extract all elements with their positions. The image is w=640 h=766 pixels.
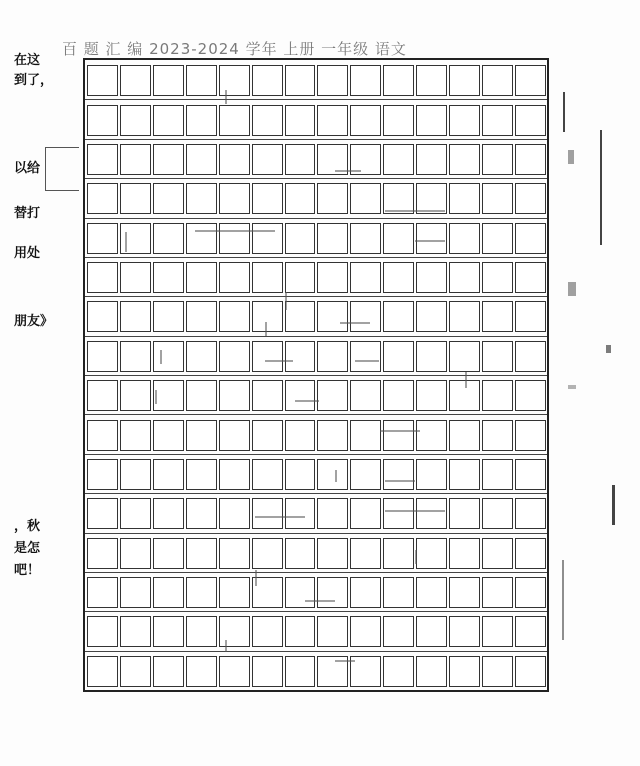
grid-cell[interactable] xyxy=(120,65,151,96)
scan-mark xyxy=(606,345,611,353)
grid-cell[interactable] xyxy=(252,538,283,569)
grid-cell[interactable] xyxy=(186,616,217,647)
scan-artifact xyxy=(465,372,467,388)
margin-bracket xyxy=(45,147,79,191)
grid-cell[interactable] xyxy=(350,616,381,647)
grid-cell[interactable] xyxy=(515,538,546,569)
grid-row xyxy=(85,65,547,96)
scan-artifact xyxy=(340,322,370,324)
grid-cell[interactable] xyxy=(153,262,184,293)
margin-text-6: 朋友》 xyxy=(14,314,54,329)
grid-cell[interactable] xyxy=(285,262,316,293)
margin-text-9: 吧！ xyxy=(14,563,41,578)
grid-cell[interactable] xyxy=(317,498,348,529)
grid-cell[interactable] xyxy=(515,105,546,136)
grid-cell[interactable] xyxy=(317,223,348,254)
scan-artifact xyxy=(160,350,162,364)
row-divider xyxy=(85,257,547,258)
grid-cell[interactable] xyxy=(186,223,217,254)
grid-cell[interactable] xyxy=(515,577,546,608)
grid-cell[interactable] xyxy=(482,262,513,293)
grid-cell[interactable] xyxy=(482,183,513,214)
margin-text-1: 在这 xyxy=(14,53,41,68)
grid-cell[interactable] xyxy=(186,105,217,136)
grid-cell[interactable] xyxy=(252,301,283,332)
grid-cell[interactable] xyxy=(252,380,283,411)
grid-cell[interactable] xyxy=(383,223,414,254)
grid-row xyxy=(85,420,547,451)
scan-artifact xyxy=(335,660,355,662)
grid-row xyxy=(85,341,547,372)
scan-artifact xyxy=(265,360,293,362)
grid-cell[interactable] xyxy=(186,459,217,490)
grid-cell[interactable] xyxy=(515,616,546,647)
grid-cell[interactable] xyxy=(416,65,447,96)
grid-cell[interactable] xyxy=(120,341,151,372)
grid-cell[interactable] xyxy=(186,538,217,569)
grid-cell[interactable] xyxy=(449,262,480,293)
grid-cell[interactable] xyxy=(317,341,348,372)
grid-row xyxy=(85,262,547,293)
grid-row xyxy=(85,656,547,687)
grid-cell[interactable] xyxy=(186,65,217,96)
grid-cell[interactable] xyxy=(153,144,184,175)
grid-cell[interactable] xyxy=(449,498,480,529)
grid-cell[interactable] xyxy=(515,420,546,451)
grid-cell[interactable] xyxy=(219,301,250,332)
grid-cell[interactable] xyxy=(416,459,447,490)
grid-cell[interactable] xyxy=(285,459,316,490)
row-divider xyxy=(85,139,547,140)
grid-cell[interactable] xyxy=(153,341,184,372)
grid-cell[interactable] xyxy=(383,498,414,529)
grid-cell[interactable] xyxy=(383,380,414,411)
grid-cell[interactable] xyxy=(219,144,250,175)
grid-cell[interactable] xyxy=(252,223,283,254)
grid-cell[interactable] xyxy=(219,616,250,647)
grid-cell[interactable] xyxy=(449,538,480,569)
scan-mark xyxy=(568,282,576,296)
grid-cell[interactable] xyxy=(219,105,250,136)
grid-cell[interactable] xyxy=(350,459,381,490)
scan-artifact xyxy=(385,480,415,482)
grid-cell[interactable] xyxy=(153,183,184,214)
grid-cell[interactable] xyxy=(449,616,480,647)
grid-cell[interactable] xyxy=(252,616,283,647)
row-divider xyxy=(85,218,547,219)
grid-cell[interactable] xyxy=(482,459,513,490)
grid-cell[interactable] xyxy=(252,262,283,293)
grid-cell[interactable] xyxy=(153,656,184,687)
scan-artifact xyxy=(415,240,445,242)
grid-cell[interactable] xyxy=(252,459,283,490)
scan-artifact xyxy=(285,292,287,310)
grid-cell[interactable] xyxy=(482,656,513,687)
grid-cell[interactable] xyxy=(416,498,447,529)
grid-cell[interactable] xyxy=(482,223,513,254)
grid-cell[interactable] xyxy=(87,262,118,293)
grid-cell[interactable] xyxy=(87,577,118,608)
grid-cell[interactable] xyxy=(186,420,217,451)
grid-cell[interactable] xyxy=(449,420,480,451)
grid-cell[interactable] xyxy=(515,498,546,529)
scan-mark xyxy=(612,485,615,525)
grid-row xyxy=(85,498,547,529)
grid-cell[interactable] xyxy=(186,341,217,372)
grid-cell[interactable] xyxy=(515,183,546,214)
margin-text-4: 替打 xyxy=(14,206,41,221)
row-divider xyxy=(85,454,547,455)
page-header: 百 题 汇 编 2023-2024 学年 上册 一年级 语文 xyxy=(62,40,407,58)
grid-cell[interactable] xyxy=(219,459,250,490)
grid-cell[interactable] xyxy=(350,538,381,569)
grid-cell[interactable] xyxy=(317,459,348,490)
grid-cell[interactable] xyxy=(87,616,118,647)
grid-cell[interactable] xyxy=(87,538,118,569)
grid-cell[interactable] xyxy=(87,380,118,411)
scan-artifact xyxy=(385,510,445,512)
grid-cell[interactable] xyxy=(515,380,546,411)
grid-cell[interactable] xyxy=(416,656,447,687)
grid-cell[interactable] xyxy=(87,105,118,136)
grid-cell[interactable] xyxy=(120,301,151,332)
grid-cell[interactable] xyxy=(416,577,447,608)
grid-cell[interactable] xyxy=(350,577,381,608)
grid-cell[interactable] xyxy=(317,301,348,332)
grid-cell[interactable] xyxy=(515,341,546,372)
row-divider xyxy=(85,296,547,297)
grid-cell[interactable] xyxy=(416,144,447,175)
grid-row xyxy=(85,577,547,608)
grid-cell[interactable] xyxy=(449,577,480,608)
grid-cell[interactable] xyxy=(317,262,348,293)
grid-cell[interactable] xyxy=(449,459,480,490)
scan-artifact xyxy=(295,400,319,402)
grid-cell[interactable] xyxy=(285,498,316,529)
grid-cell[interactable] xyxy=(186,301,217,332)
grid-cell[interactable] xyxy=(285,301,316,332)
grid-cell[interactable] xyxy=(350,183,381,214)
grid-cell[interactable] xyxy=(515,656,546,687)
grid-cell[interactable] xyxy=(252,144,283,175)
grid-cell[interactable] xyxy=(383,420,414,451)
margin-text-8: 是怎 xyxy=(14,541,41,556)
grid-cell[interactable] xyxy=(186,144,217,175)
grid-cell[interactable] xyxy=(153,105,184,136)
grid-cell[interactable] xyxy=(285,223,316,254)
grid-cell[interactable] xyxy=(383,616,414,647)
grid-cell[interactable] xyxy=(482,577,513,608)
grid-cell[interactable] xyxy=(317,380,348,411)
grid-cell[interactable] xyxy=(153,223,184,254)
grid-cell[interactable] xyxy=(120,538,151,569)
grid-cell[interactable] xyxy=(186,656,217,687)
grid-cell[interactable] xyxy=(317,420,348,451)
grid-cell[interactable] xyxy=(252,341,283,372)
grid-cell[interactable] xyxy=(219,183,250,214)
grid-cell[interactable] xyxy=(87,459,118,490)
grid-cell[interactable] xyxy=(350,301,381,332)
grid-cell[interactable] xyxy=(87,183,118,214)
grid-cell[interactable] xyxy=(317,183,348,214)
grid-cell[interactable] xyxy=(449,223,480,254)
grid-cell[interactable] xyxy=(515,262,546,293)
grid-cell[interactable] xyxy=(120,656,151,687)
grid-row xyxy=(85,538,547,569)
margin-text-3: 以给 xyxy=(14,161,41,176)
grid-cell[interactable] xyxy=(515,459,546,490)
grid-cell[interactable] xyxy=(87,656,118,687)
grid-cell[interactable] xyxy=(350,420,381,451)
writing-grid xyxy=(83,58,549,692)
grid-cell[interactable] xyxy=(285,538,316,569)
grid-cell[interactable] xyxy=(383,144,414,175)
grid-cell[interactable] xyxy=(449,656,480,687)
grid-cell[interactable] xyxy=(285,616,316,647)
grid-cell[interactable] xyxy=(383,105,414,136)
grid-cell[interactable] xyxy=(350,656,381,687)
grid-cell[interactable] xyxy=(153,577,184,608)
row-divider xyxy=(85,99,547,100)
row-divider xyxy=(85,178,547,179)
grid-cell[interactable] xyxy=(383,65,414,96)
row-divider xyxy=(85,572,547,573)
grid-cell[interactable] xyxy=(482,420,513,451)
grid-cell[interactable] xyxy=(482,498,513,529)
grid-cell[interactable] xyxy=(87,223,118,254)
grid-cell[interactable] xyxy=(317,616,348,647)
scan-artifact xyxy=(225,90,227,104)
grid-row xyxy=(85,144,547,175)
row-divider xyxy=(85,375,547,376)
margin-text-2: 到了， xyxy=(14,73,54,88)
scan-artifact xyxy=(255,570,257,586)
grid-cell[interactable] xyxy=(416,341,447,372)
scan-artifact xyxy=(305,600,335,602)
grid-cell[interactable] xyxy=(317,538,348,569)
grid-cell[interactable] xyxy=(449,341,480,372)
grid-cell[interactable] xyxy=(219,538,250,569)
grid-cell[interactable] xyxy=(153,301,184,332)
grid-cell[interactable] xyxy=(350,65,381,96)
row-divider xyxy=(85,414,547,415)
grid-cell[interactable] xyxy=(416,616,447,647)
row-divider xyxy=(85,651,547,652)
grid-cell[interactable] xyxy=(317,65,348,96)
grid-cell[interactable] xyxy=(87,301,118,332)
grid-cell[interactable] xyxy=(252,420,283,451)
grid-cell[interactable] xyxy=(186,577,217,608)
grid-cell[interactable] xyxy=(153,616,184,647)
grid-cell[interactable] xyxy=(515,223,546,254)
grid-cell[interactable] xyxy=(416,262,447,293)
margin-text-7: ，秋 xyxy=(14,519,41,534)
grid-row xyxy=(85,223,547,254)
grid-cell[interactable] xyxy=(317,105,348,136)
grid-cell[interactable] xyxy=(120,144,151,175)
grid-cell[interactable] xyxy=(416,223,447,254)
grid-cell[interactable] xyxy=(449,65,480,96)
scan-artifact xyxy=(265,322,267,336)
grid-cell[interactable] xyxy=(482,341,513,372)
grid-cell[interactable] xyxy=(449,144,480,175)
grid-cell[interactable] xyxy=(186,498,217,529)
grid-cell[interactable] xyxy=(186,380,217,411)
grid-cell[interactable] xyxy=(252,498,283,529)
grid-row xyxy=(85,459,547,490)
scan-artifact xyxy=(380,430,420,432)
grid-cell[interactable] xyxy=(383,459,414,490)
grid-row xyxy=(85,183,547,214)
grid-cell[interactable] xyxy=(383,656,414,687)
grid-cell[interactable] xyxy=(120,380,151,411)
grid-cell[interactable] xyxy=(120,105,151,136)
grid-cell[interactable] xyxy=(482,65,513,96)
grid-row xyxy=(85,616,547,647)
scan-artifact xyxy=(335,170,361,172)
grid-cell[interactable] xyxy=(285,577,316,608)
grid-cell[interactable] xyxy=(87,341,118,372)
grid-cell[interactable] xyxy=(482,301,513,332)
grid-cell[interactable] xyxy=(416,538,447,569)
grid-cell[interactable] xyxy=(252,105,283,136)
scan-artifact xyxy=(335,470,337,482)
grid-cell[interactable] xyxy=(515,144,546,175)
grid-cell[interactable] xyxy=(87,144,118,175)
grid-cell[interactable] xyxy=(350,223,381,254)
grid-cell[interactable] xyxy=(350,262,381,293)
grid-cell[interactable] xyxy=(285,420,316,451)
grid-cell[interactable] xyxy=(219,656,250,687)
grid-cell[interactable] xyxy=(219,577,250,608)
grid-cell[interactable] xyxy=(350,380,381,411)
grid-cell[interactable] xyxy=(186,183,217,214)
scan-mark xyxy=(600,130,602,245)
scan-artifact xyxy=(385,210,445,212)
grid-cell[interactable] xyxy=(482,105,513,136)
grid-cell[interactable] xyxy=(285,380,316,411)
grid-cell[interactable] xyxy=(383,262,414,293)
grid-cell[interactable] xyxy=(515,301,546,332)
grid-cell[interactable] xyxy=(350,341,381,372)
grid-cell[interactable] xyxy=(219,341,250,372)
grid-cell[interactable] xyxy=(285,183,316,214)
grid-cell[interactable] xyxy=(87,498,118,529)
scan-artifact xyxy=(195,230,275,232)
grid-cell[interactable] xyxy=(252,656,283,687)
grid-cell[interactable] xyxy=(350,105,381,136)
grid-cell[interactable] xyxy=(120,616,151,647)
grid-cell[interactable] xyxy=(449,105,480,136)
grid-cell[interactable] xyxy=(416,380,447,411)
grid-cell[interactable] xyxy=(482,144,513,175)
grid-cell[interactable] xyxy=(285,65,316,96)
grid-cell[interactable] xyxy=(482,380,513,411)
row-divider xyxy=(85,533,547,534)
grid-cell[interactable] xyxy=(383,538,414,569)
scan-artifact xyxy=(415,550,417,564)
grid-cell[interactable] xyxy=(416,105,447,136)
grid-cell[interactable] xyxy=(416,301,447,332)
grid-cell[interactable] xyxy=(153,538,184,569)
grid-cell[interactable] xyxy=(120,262,151,293)
grid-cell[interactable] xyxy=(153,498,184,529)
grid-cell[interactable] xyxy=(153,65,184,96)
grid-cell[interactable] xyxy=(317,577,348,608)
grid-cell[interactable] xyxy=(383,577,414,608)
grid-cell[interactable] xyxy=(120,420,151,451)
grid-cell[interactable] xyxy=(482,538,513,569)
grid-cell[interactable] xyxy=(252,65,283,96)
grid-row xyxy=(85,105,547,136)
grid-cell[interactable] xyxy=(153,380,184,411)
scan-mark xyxy=(568,150,574,164)
margin-text-5: 用处 xyxy=(14,246,41,261)
grid-cell[interactable] xyxy=(350,498,381,529)
grid-cell[interactable] xyxy=(87,65,118,96)
grid-cell[interactable] xyxy=(186,262,217,293)
grid-cell[interactable] xyxy=(285,105,316,136)
grid-cell[interactable] xyxy=(416,420,447,451)
scan-artifact xyxy=(355,360,379,362)
scan-artifact xyxy=(255,516,305,518)
scan-artifact xyxy=(225,640,227,652)
grid-cell[interactable] xyxy=(219,262,250,293)
grid-cell[interactable] xyxy=(515,65,546,96)
row-divider xyxy=(85,493,547,494)
grid-cell[interactable] xyxy=(449,301,480,332)
grid-cell[interactable] xyxy=(219,65,250,96)
grid-cell[interactable] xyxy=(219,498,250,529)
row-divider xyxy=(85,611,547,612)
grid-row xyxy=(85,301,547,332)
grid-cell[interactable] xyxy=(252,183,283,214)
scan-artifact xyxy=(155,390,157,404)
grid-cell[interactable] xyxy=(219,420,250,451)
scan-mark xyxy=(568,385,576,389)
grid-cell[interactable] xyxy=(449,183,480,214)
grid-cell[interactable] xyxy=(285,341,316,372)
grid-cell[interactable] xyxy=(120,183,151,214)
grid-cell[interactable] xyxy=(219,223,250,254)
grid-cell[interactable] xyxy=(219,380,250,411)
grid-cell[interactable] xyxy=(383,341,414,372)
grid-cell[interactable] xyxy=(383,301,414,332)
grid-cell[interactable] xyxy=(285,144,316,175)
grid-cell[interactable] xyxy=(153,420,184,451)
scan-mark xyxy=(563,92,565,132)
grid-cell[interactable] xyxy=(120,577,151,608)
grid-cell[interactable] xyxy=(285,656,316,687)
grid-cell[interactable] xyxy=(87,420,118,451)
grid-cell[interactable] xyxy=(120,498,151,529)
scan-artifact xyxy=(125,232,127,252)
row-divider xyxy=(85,336,547,337)
grid-cell[interactable] xyxy=(120,459,151,490)
grid-cell[interactable] xyxy=(482,616,513,647)
grid-cell[interactable] xyxy=(153,459,184,490)
scan-mark xyxy=(562,560,564,640)
